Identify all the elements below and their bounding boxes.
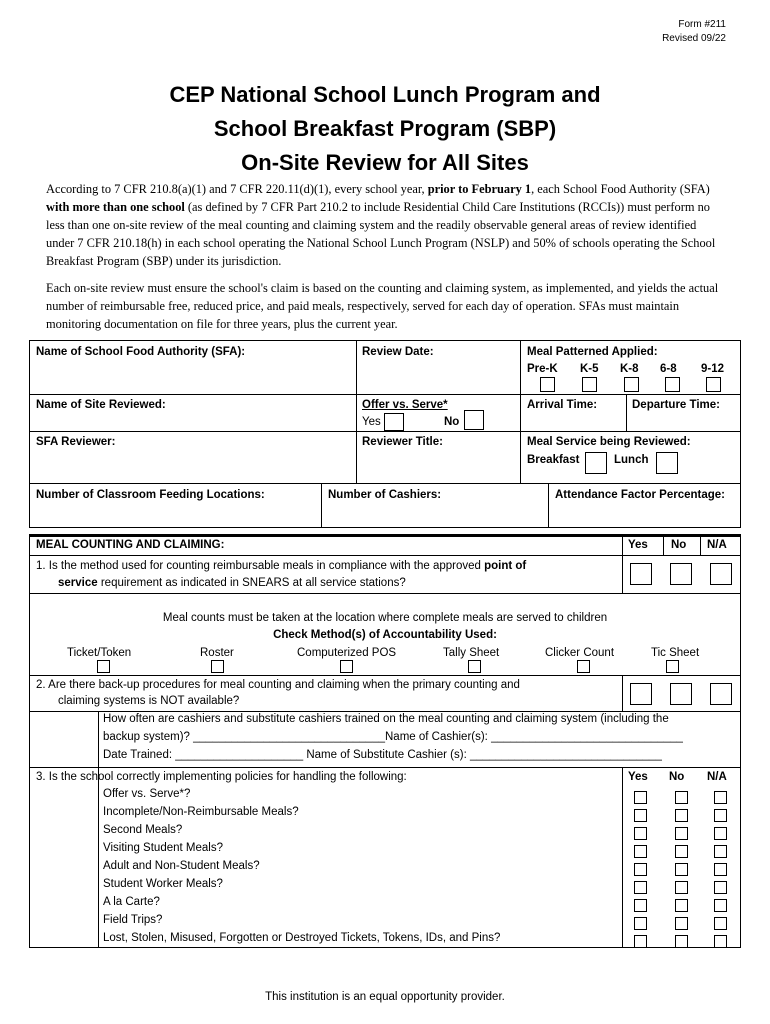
- q3-item-label: Lost, Stolen, Misused, Forgotten or Destroyed Tickets, Tokens, IDs, and Pins?: [103, 932, 501, 944]
- method-roster-label: Roster: [200, 647, 234, 659]
- title-line-3: On-Site Review for All Sites: [241, 150, 529, 175]
- q3-item-no-checkbox[interactable]: [675, 935, 688, 948]
- q1-text-d: requirement as indicated in SNEARS at all service stations?: [97, 577, 406, 589]
- method-clicker-label: Clicker Count: [545, 647, 615, 659]
- q3-item-label: Student Worker Meals?: [103, 878, 223, 890]
- col-no-header: No: [671, 539, 687, 551]
- meal-service-label: Meal Service being Reviewed:: [527, 436, 691, 448]
- grade-9-12-checkbox[interactable]: [706, 377, 721, 392]
- ovs-no-label: No: [444, 416, 460, 428]
- reviewer-title-label: Reviewer Title:: [362, 436, 443, 448]
- q3-item-na-checkbox[interactable]: [714, 809, 727, 822]
- q3-item-no-checkbox[interactable]: [675, 863, 688, 876]
- q3-item-na-checkbox[interactable]: [714, 863, 727, 876]
- intro-text-bold-school: with more than one school: [46, 200, 185, 214]
- q3-item-yes-checkbox[interactable]: [634, 899, 647, 912]
- q3-item-yes-checkbox[interactable]: [634, 809, 647, 822]
- q3-item-no-checkbox[interactable]: [675, 809, 688, 822]
- lunch-checkbox[interactable]: [656, 452, 678, 474]
- intro-paragraph-1: [46, 180, 726, 270]
- title-line-2: School Breakfast Program (SBP): [213, 116, 557, 141]
- ovs-no-checkbox[interactable]: [464, 410, 484, 430]
- grade-k8-checkbox[interactable]: [624, 377, 639, 392]
- section-heading: MEAL COUNTING AND CLAIMING:: [36, 539, 225, 551]
- site-name-label: Name of Site Reviewed:: [36, 399, 166, 411]
- q3-item-no-checkbox[interactable]: [675, 791, 688, 804]
- q3-item-no-checkbox[interactable]: [675, 917, 688, 930]
- q3-item-na-checkbox[interactable]: [714, 881, 727, 894]
- q1-text-bold-service: service: [58, 577, 98, 589]
- sfa-reviewer-label: SFA Reviewer:: [36, 436, 116, 448]
- meal-count-note: Meal counts must be taken at the location where complete meals are served to children: [162, 612, 608, 624]
- q2-no-checkbox[interactable]: [670, 683, 692, 705]
- q3-item-na-checkbox[interactable]: [714, 827, 727, 840]
- q3-item-no-checkbox[interactable]: [675, 845, 688, 858]
- col-yes-header: Yes: [628, 539, 648, 551]
- question-2-line-1: 2. Are there back-up procedures for meal counting and claiming when the primary counting and: [36, 679, 520, 691]
- q3-col-yes-header: Yes: [628, 771, 648, 783]
- cashiers-label: Number of Cashiers:: [328, 489, 442, 501]
- q3-item-label: Second Meals?: [103, 824, 183, 836]
- q3-item-label: Field Trips?: [103, 914, 163, 926]
- grade-6-8-checkbox[interactable]: [665, 377, 680, 392]
- intro-text-bold-deadline: prior to February 1: [427, 182, 532, 196]
- q2-na-checkbox[interactable]: [710, 683, 732, 705]
- ovs-yes-checkbox[interactable]: [384, 413, 404, 431]
- grade-pre-k-checkbox[interactable]: [540, 377, 555, 392]
- q3-item-label: Visiting Student Meals?: [103, 842, 223, 854]
- lunch-label: Lunch: [614, 454, 649, 466]
- sfa-name-label: Name of School Food Authority (SFA):: [36, 346, 246, 358]
- cashier-name-field[interactable]: backup system)? ______________________________Name of Cashier(s): ______________________________: [103, 731, 683, 743]
- question-1-line-2: [58, 577, 406, 589]
- q3-item-no-checkbox[interactable]: [675, 881, 688, 894]
- q1-text-a: 1. Is the method used for counting reimbursable meals in compliance with the approved: [36, 560, 485, 572]
- title-line-1: CEP National School Lunch Program and: [169, 82, 601, 107]
- q3-item-label: A la Carte?: [103, 896, 160, 908]
- grade-pre-k-label: Pre-K: [527, 363, 558, 375]
- departure-time-label: Departure Time:: [632, 399, 720, 411]
- q3-item-na-checkbox[interactable]: [714, 899, 727, 912]
- grade-k8-label: K-8: [620, 363, 639, 375]
- intro-text-e: (as defined by 7 CFR Part 210.2 to include Residential Child Care Institutions (RCCIs)) must perform no less than one on-site review of the meal counting and claiming system and the readily observable general areas of review identified under 7 CFR 210.18(h) in each school operating the National School Lunch Program (NSLP) and 50% of schools operating the School Breakfast Program (SBP) under its jurisdiction.: [46, 200, 716, 268]
- grade-9-12-label: 9-12: [701, 363, 725, 375]
- form-number-block: [662, 18, 726, 46]
- q3-item-na-checkbox[interactable]: [714, 791, 727, 804]
- ovs-label: Offer vs. Serve*: [362, 399, 448, 411]
- q3-item-label: Adult and Non-Student Meals?: [103, 860, 260, 872]
- method-tally-label: Tally Sheet: [443, 647, 500, 659]
- method-tic-label: Tic Sheet: [651, 647, 700, 659]
- attendance-factor-label: Attendance Factor Percentage:: [555, 489, 725, 501]
- q3-item-na-checkbox[interactable]: [714, 917, 727, 930]
- intro-paragraph-2: Each on-site review must ensure the school's claim is based on the counting and claiming system, as implemented, and yields the actual number of reimbursable free, reduced price, and paid meals, respectively, served for each day of operation. SFAs must maintain monitoring documentation on file for three years, plus the current year.: [46, 281, 719, 331]
- method-pos-label: Computerized POS: [297, 647, 397, 659]
- q1-na-checkbox[interactable]: [710, 563, 732, 585]
- substitute-cashier-field[interactable]: Date Trained: ____________________ Name of Substitute Cashier (s): ______________________________: [103, 749, 662, 761]
- col-na-header: N/A: [707, 539, 727, 551]
- q1-yes-checkbox[interactable]: [630, 563, 652, 585]
- grade-k5-checkbox[interactable]: [582, 377, 597, 392]
- form-number: Form #211: [678, 19, 726, 30]
- q3-item-label: Offer vs. Serve*?: [103, 788, 191, 800]
- training-question: How often are cashiers and substitute cashiers trained on the meal counting and claiming system (including the: [103, 713, 669, 725]
- q3-item-yes-checkbox[interactable]: [634, 917, 647, 930]
- question-1-line-1: [36, 560, 526, 572]
- check-methods-title: Check Method(s) of Accountability Used:: [273, 629, 497, 641]
- review-date-label: Review Date:: [362, 346, 434, 358]
- question-2-line-2: claiming systems is NOT available?: [58, 695, 240, 707]
- method-ticket-token-label: Ticket/Token: [67, 647, 132, 659]
- q3-item-na-checkbox[interactable]: [714, 935, 727, 948]
- method-clicker-checkbox[interactable]: [577, 660, 590, 673]
- arrival-time-label: Arrival Time:: [527, 399, 598, 411]
- method-roster-checkbox[interactable]: [211, 660, 224, 673]
- grade-k5-label: K-5: [580, 363, 599, 375]
- q2-yes-checkbox[interactable]: [630, 683, 652, 705]
- q3-col-na-header: N/A: [707, 771, 727, 783]
- method-ticket-token-checkbox[interactable]: [97, 660, 110, 673]
- footer-statement: This institution is an equal opportunity provider.: [265, 991, 505, 1003]
- q3-item-yes-checkbox[interactable]: [634, 881, 647, 894]
- q3-item-yes-checkbox[interactable]: [634, 935, 647, 948]
- intro-text-c: , each School Food Authority (SFA): [531, 182, 710, 196]
- q3-item-yes-checkbox[interactable]: [634, 827, 647, 840]
- method-tic-checkbox[interactable]: [666, 660, 679, 673]
- q1-text-bold-pos: point of: [484, 560, 527, 572]
- ovs-yes-label: Yes: [362, 416, 381, 428]
- intro-text-a: According to 7 CFR 210.8(a)(1) and 7 CFR 220.11(d)(1), every school year,: [46, 182, 428, 196]
- meal-pattern-label: Meal Patterned Applied:: [527, 346, 658, 358]
- breakfast-checkbox[interactable]: [585, 452, 607, 474]
- q3-item-yes-checkbox[interactable]: [634, 791, 647, 804]
- method-pos-checkbox[interactable]: [340, 660, 353, 673]
- breakfast-label: Breakfast: [527, 454, 580, 466]
- q3-item-no-checkbox[interactable]: [675, 827, 688, 840]
- classroom-locations-label: Number of Classroom Feeding Locations:: [36, 489, 265, 501]
- method-tally-checkbox[interactable]: [468, 660, 481, 673]
- q3-item-yes-checkbox[interactable]: [634, 845, 647, 858]
- revised-date: Revised 09/22: [662, 33, 726, 44]
- q3-col-no-header: No: [669, 771, 685, 783]
- grade-6-8-label: 6-8: [660, 363, 677, 375]
- q3-item-yes-checkbox[interactable]: [634, 863, 647, 876]
- q3-item-no-checkbox[interactable]: [675, 899, 688, 912]
- q3-item-label: Incomplete/Non-Reimbursable Meals?: [103, 806, 299, 818]
- question-3: 3. Is the school correctly implementing policies for handling the following:: [36, 771, 407, 783]
- q3-item-na-checkbox[interactable]: [714, 845, 727, 858]
- q1-no-checkbox[interactable]: [670, 563, 692, 585]
